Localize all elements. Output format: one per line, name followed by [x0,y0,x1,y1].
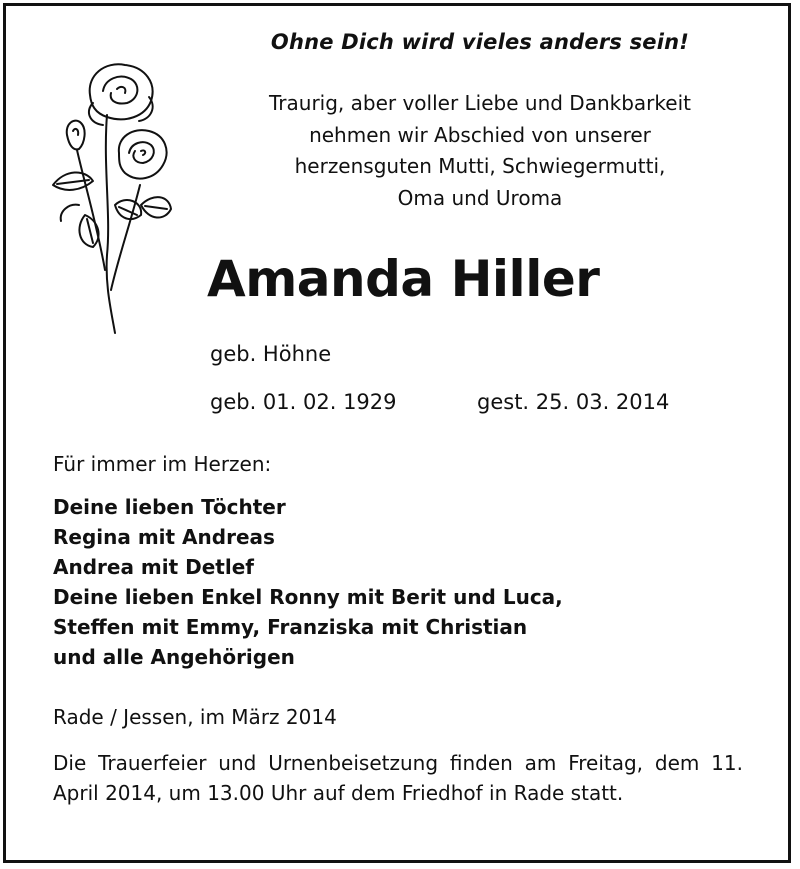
ceremony-text: Die Trauerfeier und Urnenbeisetzung finden am Freitag, dem 11. April 2014, um 13.00 Uhr auf dem Friedhof in Rade statt. [53,751,743,805]
deceased-name: Amanda Hiller [207,250,600,308]
rose-icon [45,55,175,340]
intro-line: Oma und Uroma [397,185,563,210]
family-line: Andrea mit Detlef [53,555,254,579]
birth-date: geb. 01. 02. 1929 [210,390,397,414]
maiden-name: geb. Höhne [210,342,332,366]
family-line: Deine lieben Enkel Ronny mit Berit und Luca, [53,585,563,609]
death-date: gest. 25. 03. 2014 [477,390,670,414]
family-line: Deine lieben Töchter [53,495,286,519]
intro-line: herzensguten Mutti, Schwiegermutti, [294,154,666,178]
place-date: Rade / Jessen, im März 2014 [53,705,337,729]
intro-text [180,88,780,214]
family-line: Regina mit Andreas [53,525,275,549]
intro-line: Traurig, aber voller Liebe und Dankbarkeit [269,91,691,115]
family-line: Steffen mit Emmy, Franziska mit Christian [53,615,528,639]
motto-heading: Ohne Dich wird vieles anders sein! [270,30,690,54]
forever-label: Für immer im Herzen: [53,452,272,476]
intro-line: nehmen wir Abschied von unserer [309,122,651,147]
family-list [53,492,563,672]
family-line: und alle Angehörigen [53,645,295,669]
